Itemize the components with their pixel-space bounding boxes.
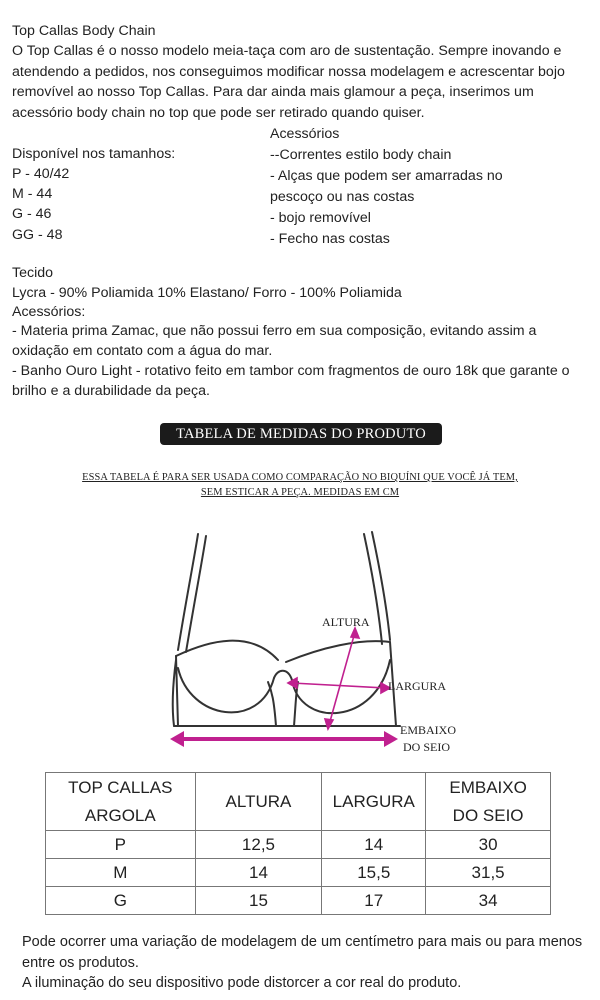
diagram-label-embaixo: EMBAIXO bbox=[400, 723, 456, 737]
size-item: P - 40/42 bbox=[12, 166, 70, 182]
cell-largura: 14 bbox=[322, 831, 426, 859]
table-row bbox=[46, 831, 551, 859]
cell-largura: 15,5 bbox=[322, 859, 426, 887]
size-item: M - 44 bbox=[12, 186, 53, 202]
measure-arrows bbox=[288, 628, 390, 729]
measures-note-line2: SEM ESTICAR A PEÇA. MEDIDAS EM CM bbox=[200, 487, 400, 498]
product-description: O Top Callas é o nosso modelo meia-taça com aro de sustentação. Sempre inovando e atendendo a pedidos, nos conseguimos modificar nossa modelagem e acrescentar bojo removível ao nosso Top Callas. Para dar ainda mais glamour a peça, inserimos um acessório body chain no top que pode ser retirado quando quiser. bbox=[12, 43, 565, 121]
cell-size: G bbox=[46, 887, 196, 915]
footer-color-note: A iluminação do seu dispositivo pode distorcer a cor real do produto. bbox=[22, 975, 462, 991]
embaixo-arrow bbox=[170, 731, 398, 747]
fabric-heading: Tecido bbox=[12, 265, 54, 281]
table-row bbox=[46, 859, 551, 887]
header-embaixo-line1: EMBAIXO bbox=[449, 777, 527, 797]
table-header-model bbox=[46, 773, 196, 831]
accessory-item: - Fecho nas costas bbox=[270, 231, 390, 247]
fabric-composition: Lycra - 90% Poliamida 10% Elastano/ Forro - 100% Poliamida bbox=[12, 285, 402, 301]
table-row bbox=[46, 887, 551, 915]
cell-altura: 12,5 bbox=[195, 831, 322, 859]
bra-measure-diagram bbox=[150, 520, 450, 750]
accessory-item: - Alças que podem ser amarradas no bbox=[270, 168, 503, 184]
diagram-label-do-seio: DO SEIO bbox=[403, 740, 450, 754]
measures-title-badge: TABELA DE MEDIDAS DO PRODUTO bbox=[160, 423, 442, 445]
altura-arrow-tail bbox=[325, 719, 333, 729]
measures-note-line1: ESSA TABELA É PARA SER USADA COMO COMPARAÇÃO NO BIQUÍNI QUE VOCÊ JÁ TEM, bbox=[82, 472, 518, 483]
diagram-label-largura: LARGURA bbox=[388, 679, 447, 693]
accessory-item: --Correntes estilo body chain bbox=[270, 147, 452, 163]
header-model-line2: ARGOLA bbox=[84, 805, 156, 825]
cell-embaixo: 30 bbox=[426, 831, 551, 859]
cell-size: P bbox=[46, 831, 196, 859]
table-header-altura: ALTURA bbox=[195, 773, 322, 831]
fabric-line: - Materia prima Zamac, que não possui ferro em sua composição, evitando assim a bbox=[12, 323, 537, 339]
header-embaixo-line2: DO SEIO bbox=[452, 805, 524, 825]
table-header-embaixo bbox=[426, 773, 551, 831]
size-item: G - 46 bbox=[12, 206, 52, 222]
cell-embaixo: 34 bbox=[426, 887, 551, 915]
accessory-item: pescoço ou nas costas bbox=[270, 189, 415, 205]
accessory-item: - bojo removível bbox=[270, 210, 371, 226]
fabric-accessories-heading: Acessórios: bbox=[12, 304, 86, 320]
cell-embaixo: 31,5 bbox=[426, 859, 551, 887]
footer-variation-note: Pode ocorrer uma variação de modelagem de um centímetro para mais ou para menos entre os produtos. bbox=[22, 934, 583, 971]
product-title: Top Callas Body Chain bbox=[12, 23, 156, 39]
cell-largura: 17 bbox=[322, 887, 426, 915]
cell-size: M bbox=[46, 859, 196, 887]
size-table bbox=[45, 772, 551, 915]
sizes-heading: Disponível nos tamanhos: bbox=[12, 146, 176, 162]
fabric-line: - Banho Ouro Light - rotativo feito em tambor com fragmentos de ouro 18k que garante o bbox=[12, 363, 570, 379]
fabric-line: brilho e a durabilidade da peça. bbox=[12, 383, 210, 399]
cell-altura: 15 bbox=[195, 887, 322, 915]
cell-altura: 14 bbox=[195, 859, 322, 887]
size-item: GG - 48 bbox=[12, 227, 63, 243]
accessories-heading: Acessórios bbox=[270, 126, 340, 142]
diagram-label-altura: ALTURA bbox=[322, 615, 370, 629]
table-header-largura: LARGURA bbox=[322, 773, 426, 831]
fabric-line: oxidação em contato com a água do mar. bbox=[12, 343, 273, 359]
header-model-line1: TOP CALLAS bbox=[68, 777, 173, 797]
table-header-row bbox=[46, 773, 551, 831]
